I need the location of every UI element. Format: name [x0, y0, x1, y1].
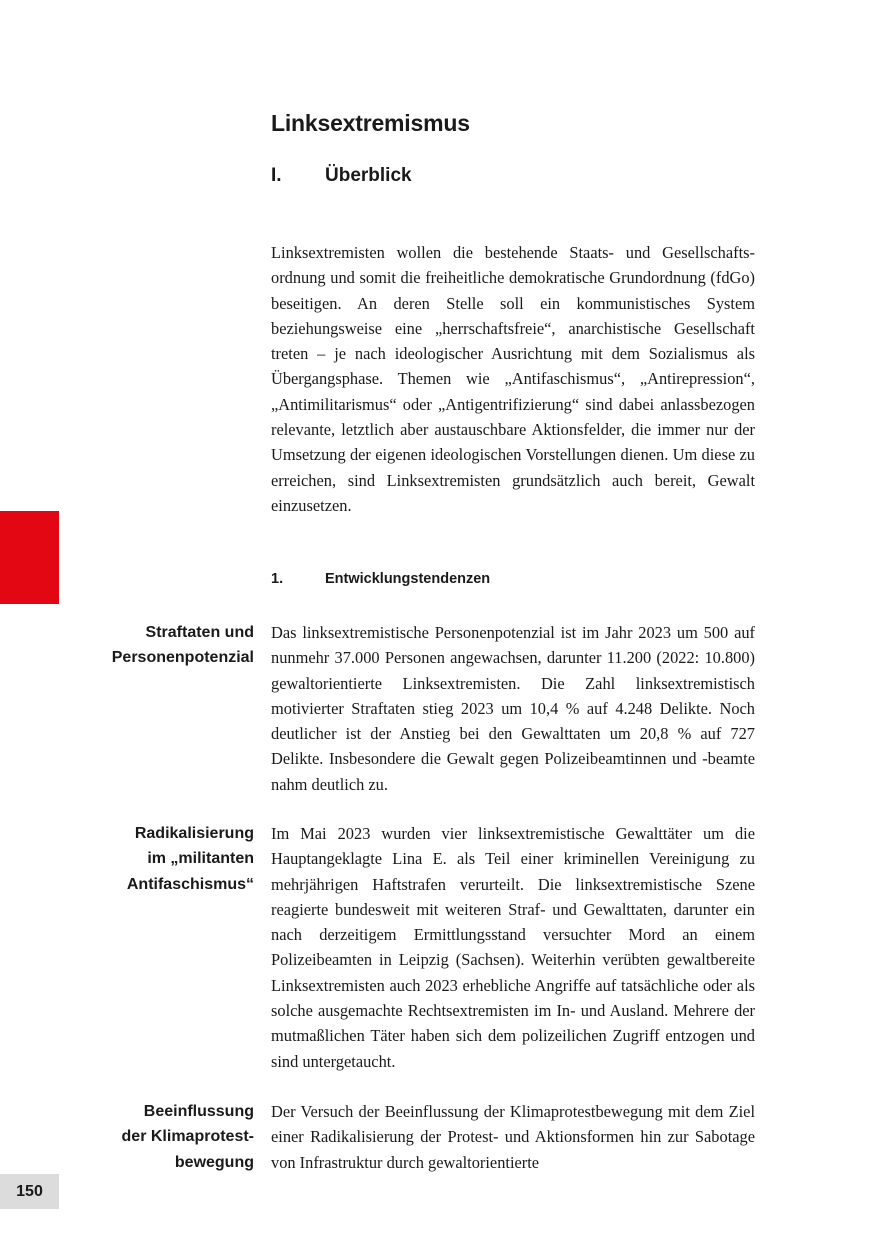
section-number: I.: [271, 165, 282, 186]
margin-note-klimaprotest: [94, 1099, 254, 1175]
margin-note-line: Radikalisierung: [134, 825, 254, 842]
paragraph-radikalisierung: Im Mai 2023 wurden vier linksextremistische Gewalttäter um die Hauptangeklagte Lina E. als Teil einer kriminellen Vereinigung zu mehrjährigen Haftstrafen verurteilt. Die linksextremistische Szene reagierte bundesweit mit weiteren Straf- und Gewalttaten, darunter ein nach derzeitigem Ermittlungsstand versuchter Mord an einem Polizeibeamten in Leipzig (Sachsen). Weiterhin verübten gewaltbereite Linksextremisten auch 2023 erhebliche Angriffe auf tatsächliche oder als solche ausgemachte Rechtsextremisten im In- und Ausland. Mehrere der mutmaßlichen Täter haben sich dem polizeilichen Zugriff entzogen und sind untergetaucht.: [271, 824, 755, 1071]
margin-note-line: der Klimaprotest-: [121, 1128, 254, 1146]
margin-note-radikalisierung: [94, 821, 254, 897]
margin-note-line: im „militanten: [147, 850, 254, 868]
margin-note-line: Personenpotenzial: [111, 649, 254, 667]
paragraph-straftaten: Das linksextremistische Personenpotenzial ist im Jahr 2023 um 500 auf nunmehr 37.000 Personen angewachsen, darunter 11.200 (2022: 10.800) gewaltorientierte Linksextremisten. Die Zahl linksextremistisch motivierter Straftaten stieg 2023 um 10,4 % auf 4.248 Delikte. Noch deutlicher ist der Anstieg bei den Gewalttaten um 20,8 % auf 727 Delikte. Insbesondere die Gewalt gegen Polizeibeamtinnen und -beamte nahm deutlich zu.: [271, 623, 755, 794]
margin-note-line: Beeinflussung: [143, 1103, 254, 1120]
subsection-heading: [271, 571, 490, 587]
chapter-title: Linksextremismus: [271, 110, 470, 136]
paragraph-klimaprotest: Der Versuch der Beeinflussung der Klimaprotestbewegung mit dem Ziel einer Radikalisierung der Protest- und Aktionsformen hin zur Sabotage von Infrastruktur durch gewaltorientierte: [271, 1102, 755, 1172]
subsection-number: 1.: [271, 571, 284, 587]
page-number: 150: [0, 1174, 59, 1209]
margin-note-straftaten: [94, 620, 254, 671]
chapter-marker-tab: [0, 511, 59, 604]
margin-note-line: bewegung: [174, 1153, 254, 1171]
margin-note-line: Antifaschismus“: [126, 875, 254, 893]
section-heading: [271, 165, 412, 187]
section-title: Überblick: [325, 165, 412, 186]
subsection-title: Entwicklungstendenzen: [325, 571, 491, 587]
intro-paragraph: Linksextremisten wollen die bestehende Staats- und Gesellschaftsordnung und somit die freiheitliche demokratische Grundordnung (fdGo) beseitigen. An deren Stelle soll ein kommunistisches System beziehungsweise eine „herrschaftsfreie“, anarchistische Gesellschaft treten – je nach ideologischer Ausrichtung mit dem Sozialismus als Übergangsphase. Themen wie „Antifaschismus“, „Antirepression“, „Antimilitarismus“ oder „Antigentrifizierung“ sind dabei anlassbezogen relevante, letztlich aber austauschbare Aktionsfelder, die immer nur der Umsetzung der eigenen ideologischen Vorstellungen dienen. Um diese zu erreichen, sind Linksextremisten grundsätzlich auch bereit, Gewalt einzusetzen.: [271, 243, 755, 515]
margin-note-line: Straftaten und: [145, 624, 254, 641]
